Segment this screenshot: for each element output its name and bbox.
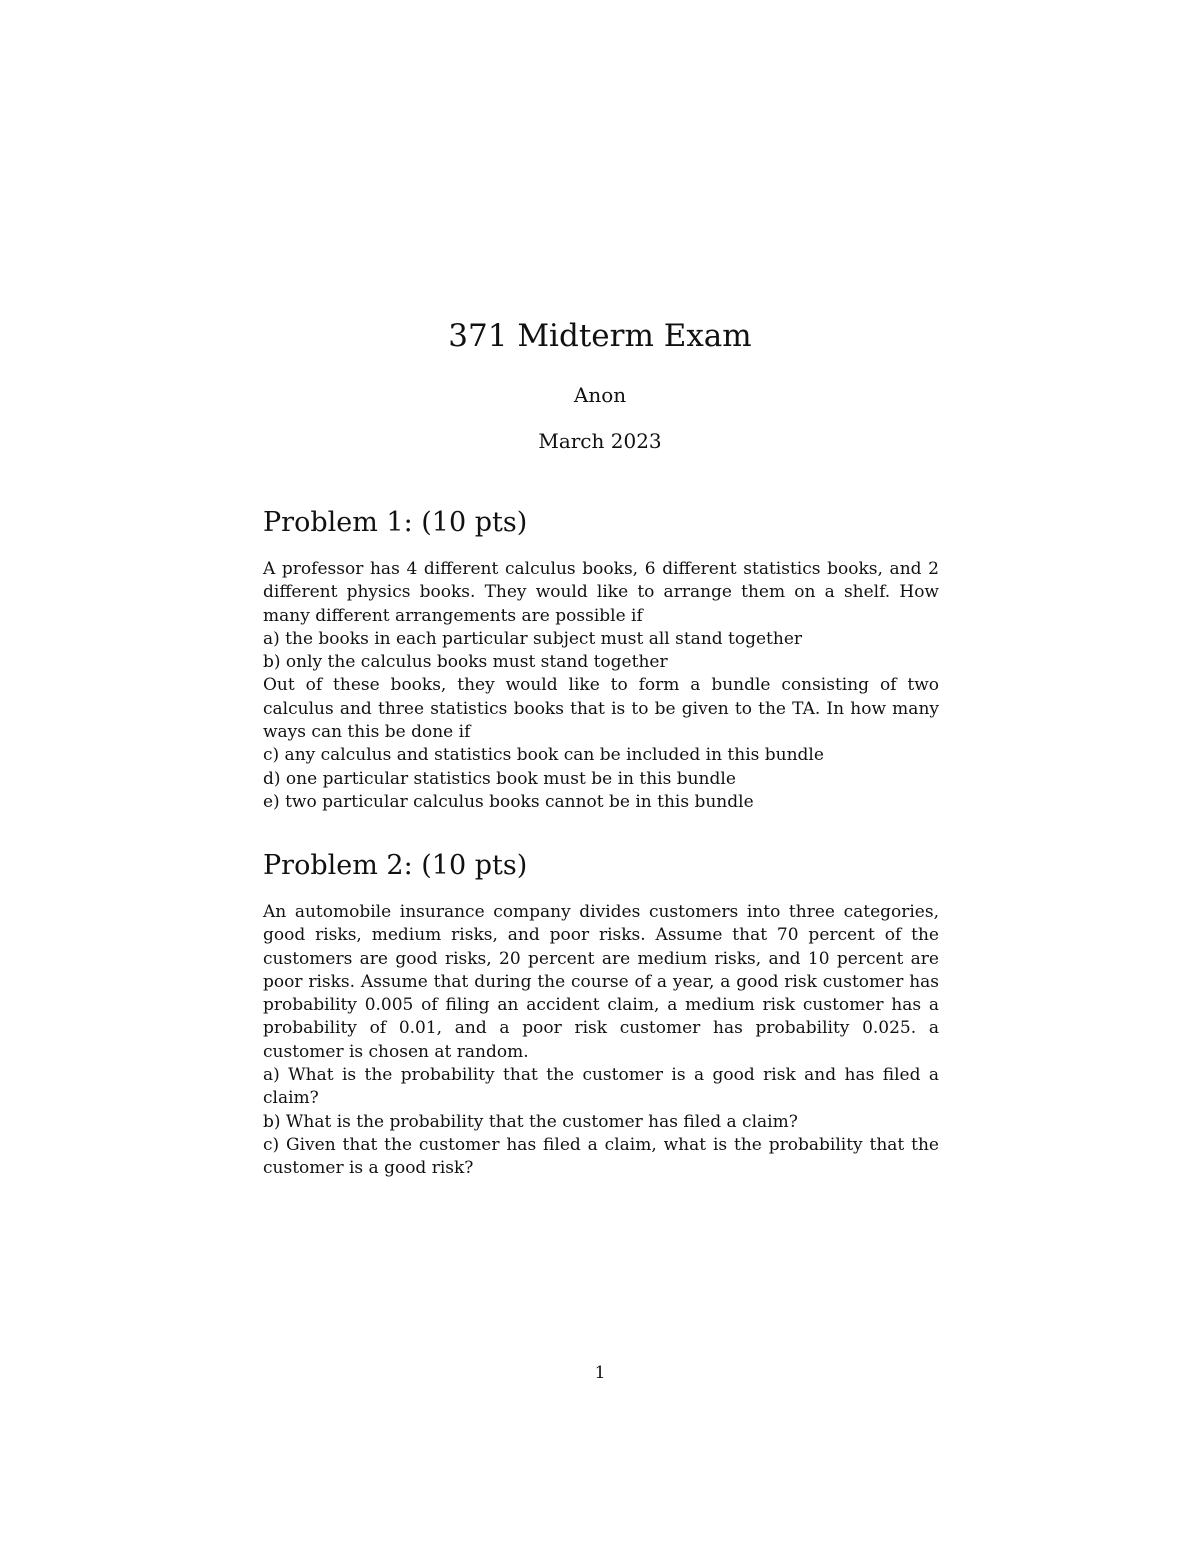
page-number: 1 <box>594 1363 606 1383</box>
problem-2-part-a: a) What is the probability that the customer is a good risk and has filed a claim? <box>263 1065 939 1109</box>
document-title: 371 Midterm Exam <box>448 318 752 354</box>
problem-1-part-b: b) only the calculus books must stand together <box>263 652 668 673</box>
document-date: March 2023 <box>538 429 662 453</box>
problem-1-body <box>263 558 939 814</box>
problem-1-intro: A professor has 4 different calculus books, 6 different statistics books, and 2 different physics books. They would like to arrange them on a shelf. How many different arrangements are possible if <box>263 559 939 626</box>
problem-2-intro: An automobile insurance company divides customers into three categories, good risks, medium risks, and poor risks. Assume that 70 percent of the customers are good risks, 20 percent are medium risks, and 10 percent are poor risks. Assume that during the course of a year, a good risk customer has probability 0.005 of filing an accident claim, a medium risk customer has a probability of 0.01, and a poor risk customer has probability 0.025. a customer is chosen at random. <box>263 902 939 1062</box>
problem-2-part-b: b) What is the probability that the customer has filed a claim? <box>263 1111 798 1132</box>
problem-2-title: Problem 2: (10 pts) <box>263 850 528 881</box>
problem-1-bundle-text: Out of these books, they would like to form a bundle consisting of two calculus and three statistics books that is to be given to the TA. In how many ways can this be done if <box>263 675 939 743</box>
author-name: Anon <box>573 383 627 407</box>
problem-1-part-c: c) any calculus and statistics book can be included in this bundle <box>263 745 824 766</box>
problem-2-body <box>263 901 939 1181</box>
problem-1-title: Problem 1: (10 pts) <box>263 507 528 538</box>
problem-1-part-a: a) the books in each particular subject must all stand together <box>263 628 803 649</box>
problem-2-part-c: c) Given that the customer has filed a claim, what is the probability that the customer is a good risk? <box>263 1134 939 1179</box>
problem-1-part-d: d) one particular statistics book must be in this bundle <box>263 768 736 789</box>
problem-1-part-e: e) two particular calculus books cannot be in this bundle <box>263 791 754 812</box>
